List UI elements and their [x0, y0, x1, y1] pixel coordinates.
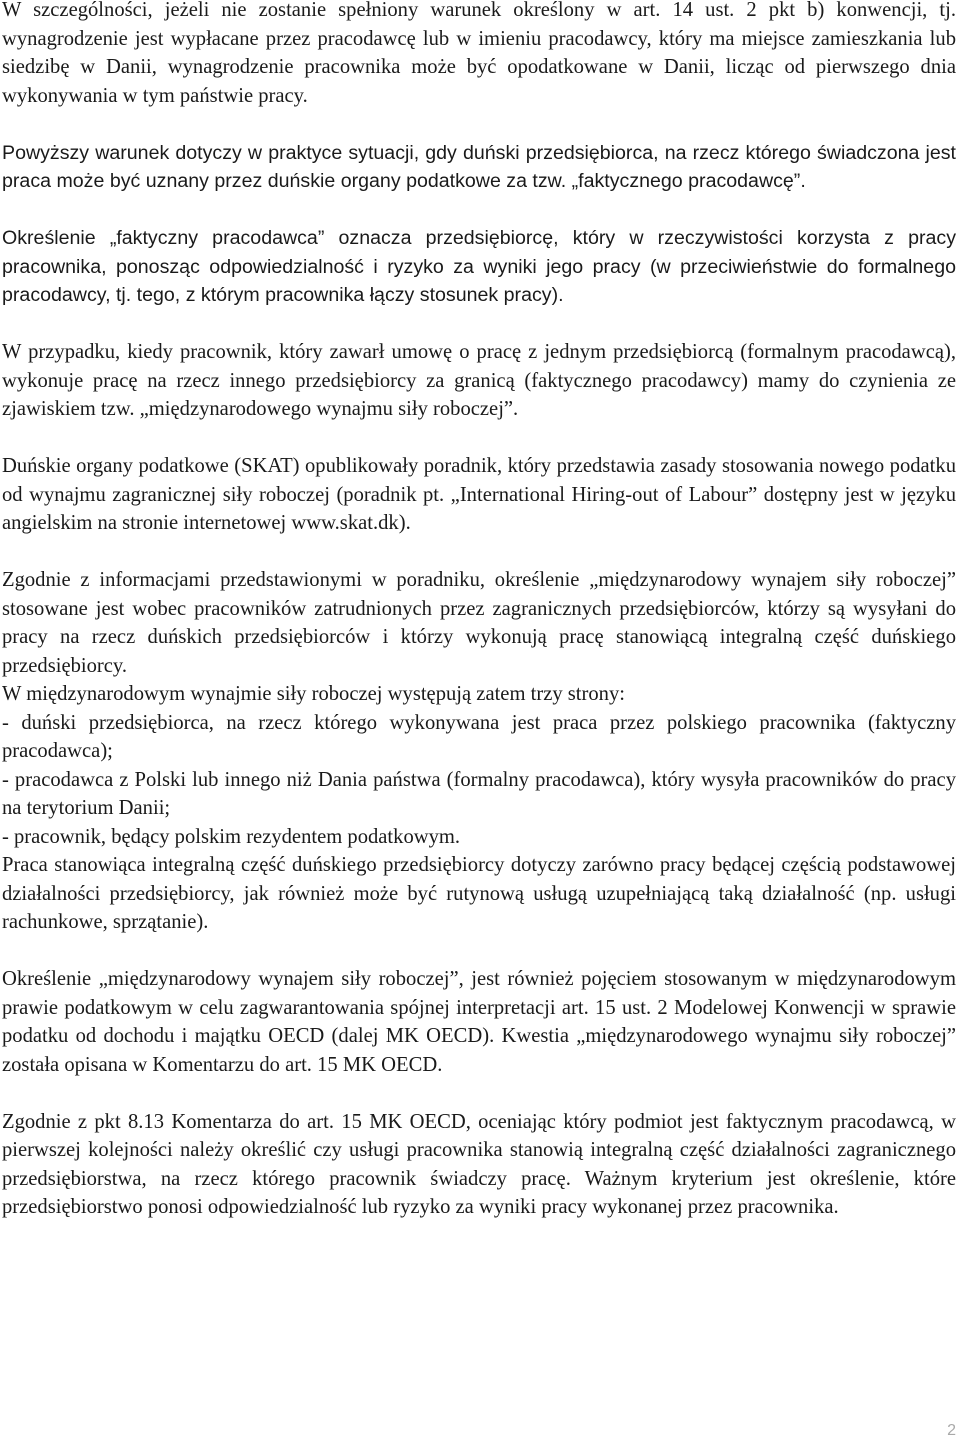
- paragraph-hiring-out-phenomenon: W przypadku, kiedy pracownik, który zawarł umowę o pracę z jednym przedsiębiorcą (formalnym pracodawcą), wykonuje pracę na rzecz innego przedsiębiorcy za granicą (faktycznego pracodawcy) mamy do czynienia ze zjawiskiem tzw. „międzynarodowego wynajmu siły roboczej”.: [2, 341, 956, 420]
- page-number: 2: [947, 1422, 956, 1439]
- list-item-worker: - pracownik, będący polskim rezydentem podatkowym.: [2, 825, 461, 848]
- paragraph-skat-guide: Duńskie organy podatkowe (SKAT) opublikowały poradnik, który przedstawia zasady stosowania nowego podatku od wynajmu zagranicznej siły roboczej (poradnik pt. „International Hiring-out of Labour” dostępny jest w języku angielskim na stronie internetowej www.skat.dk).: [2, 455, 956, 534]
- paragraph-tax-liability: W szczególności, jeżeli nie zostanie spełniony warunek określony w art. 14 ust. 2 pkt b) konwencji, tj. wynagrodzenie jest wypłacane przez pracodawcę lub w imieniu pracodawcy, który ma miejsce zamieszkania lub siedzibę w Danii, wynagrodzenie pracownika może być opodatkowane w Danii, licząc od pierwszego dnia wykonywania w tym państwie pracy.: [2, 0, 956, 107]
- paragraph-oecd-commentary: Zgodnie z pkt 8.13 Komentarza do art. 15 MK OECD, oceniając który podmiot jest faktycznym pracodawcą, w pierwszej kolejności należy określić czy usługi pracownika stanowią integralną część działalności zagranicznego przedsiębiorstwa, na rzecz którego pracownik świadczy pracę. Ważnym kryterium jest określenie, które przedsiębiorstwo ponosi odpowiedzialność lub ryzyko za wyniki pracy wykonanej przez pracownika.: [2, 1110, 956, 1218]
- list-item-danish-entrepreneur: - duński przedsiębiorca, na rzecz którego wykonywana jest praca przez polskiego pracownika (faktyczny pracodawca);: [2, 711, 956, 762]
- paragraph-guide-definition: Zgodnie z informacjami przedstawionymi w poradniku, określenie „międzynarodowy wynajem siły roboczej” stosowane jest wobec pracowników zatrudnionych przez zagranicznych przedsiębiorców, którzy są wysyłani do pracy na rzecz duńskich przedsiębiorców i którzy wykonują pracę stanowiącą integralną część duńskiego przedsiębiorcy.: [2, 569, 956, 677]
- paragraph-oecd-concept: Określenie „międzynarodowy wynajem siły roboczej”, jest również pojęciem stosowanym w międzynarodowym prawie podatkowym w celu zagwarantowania spójnej interpretacji art. 15 ust. 2 Modelowej Konwencji w sprawie podatku od dochodu i majątku OECD (dalej MK OECD). Kwestia „międzynarodowego wynajmu siły roboczej” została opisana w Komentarzu do art. 15 MK OECD.: [2, 968, 956, 1076]
- paragraph-condition-practice: Powyższy warunek dotyczy w praktyce sytuacji, gdy duński przedsiębiorca, na rzecz którego świadczona jest praca może być uznany przez duńskie organy podatkowe za tzw. „faktycznego pracodawcę”.: [2, 141, 956, 192]
- paragraph-integral-part: Praca stanowiąca integralną część duńskiego przedsiębiorcy dotyczy zarówno pracy będącej częścią podstawowej działalności przedsiębiorcy, jak również może być rutynową usługą uzupełniającą taką działalność (np. usługi rachunkowe, sprzątanie).: [2, 854, 956, 933]
- list-item-formal-employer: - pracodawca z Polski lub innego niż Dania państwa (formalny pracodawca), który wysyła pracowników do pracy na terytorium Danii;: [2, 768, 956, 819]
- paragraph-factual-employer-definition: Określenie „faktyczny pracodawca” oznacza przedsiębiorcę, który w rzeczywistości korzysta z pracy pracownika, ponosząc odpowiedzialność i ryzyko za wyniki jego pracy (w przeciwieństwie do formalnego pracodawcy, tj. tego, z którym pracownika łączy stosunek pracy).: [2, 227, 956, 306]
- paragraph-three-parties-intro: W międzynarodowym wynajmie siły roboczej występują zatem trzy strony:: [2, 683, 625, 705]
